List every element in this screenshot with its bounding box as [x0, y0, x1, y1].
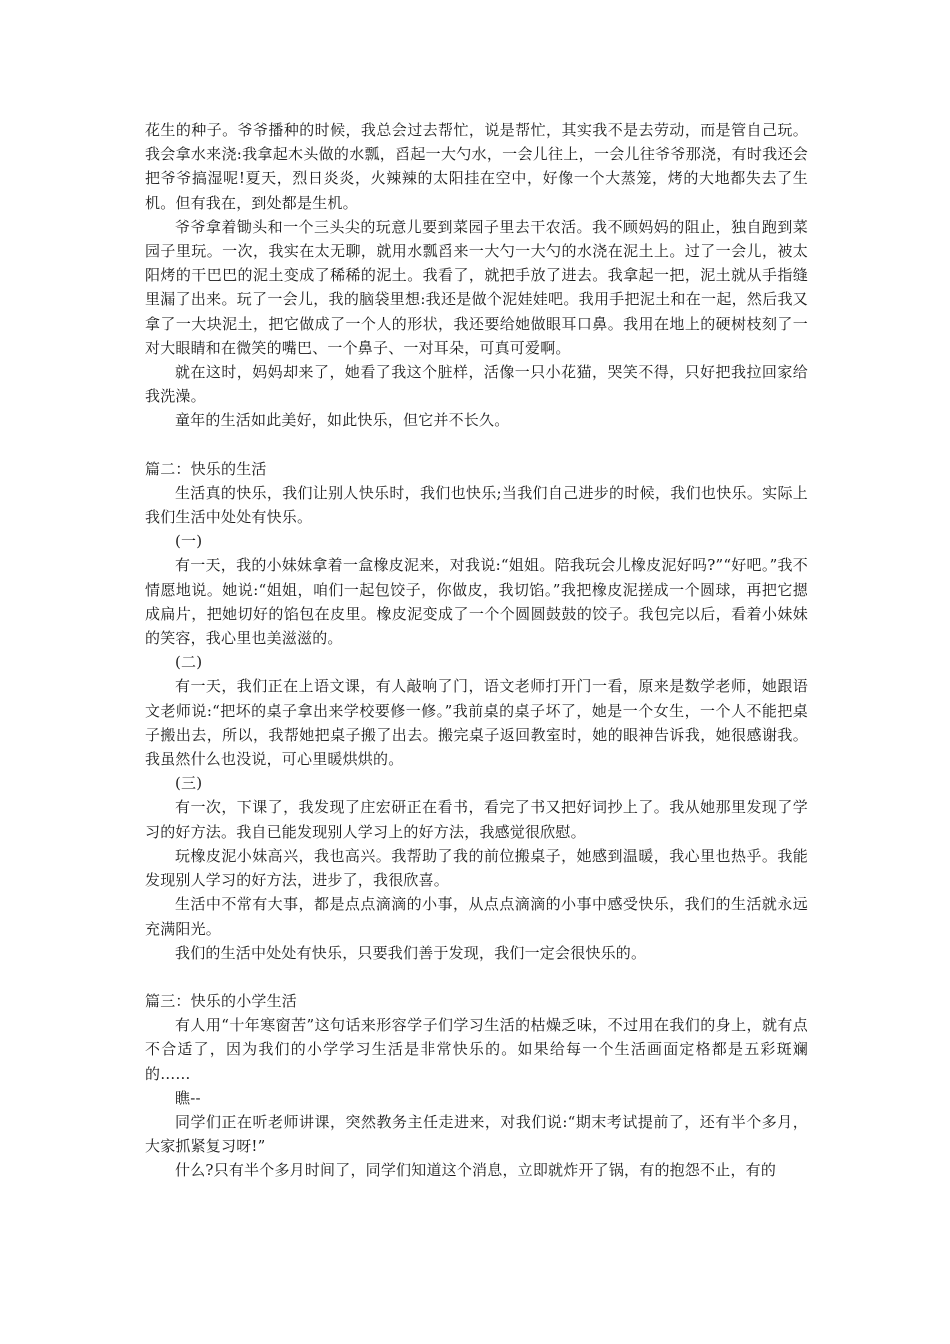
paragraph: 童年的生活如此美好，如此快乐，但它并不长久。 — [175, 411, 510, 430]
paragraph: 花生的种子。爷爷播种的时候，我总会过去帮忙，说是帮忙，其实我不是去劳动，而是管自己玩。我会拿水来浇:我拿起木头做的水瓢，舀起一大勺水，一会儿往上，一会儿往爷爷那浇，有时我还会把爷爷搞湿呢!夏天，烈日炎炎，火辣辣的太阳挂在空中，好像一个大蒸笼，烤的大地都失去了生机。但有我在，到处都是生机。 — [145, 121, 808, 212]
section-spacer — [145, 433, 808, 457]
subsection-marker: (一) — [175, 532, 203, 551]
paragraph: 同学们正在听老师讲课，突然教务主任走进来，对我们说:“期末考试提前了，还有半个多月，大家抓紧复习呀!” — [145, 1112, 808, 1156]
paragraph: 有一天，我的小妹妹拿着一盒橡皮泥来，对我说:“姐姐。陪我玩会儿橡皮泥好吗?”“好吧。”我不情愿地说。她说:“姐姐，咱们一起包饺子，你做皮，我切馅。”我把橡皮泥搓成一个圆球，再把它摁成扁片，把她切好的馅包在皮里。橡皮泥变成了一个个圆圆鼓鼓的饺子。我包完以后，看着小妹妹的笑容，我心里也美滋滋的。 — [145, 556, 808, 648]
subsection-marker: (三) — [175, 774, 203, 793]
paragraph: 什么?只有半个多月时间了，同学们知道这个消息，立即就炸开了锅，有的抱怨不止，有的 — [175, 1161, 777, 1180]
paragraph: 生活中不常有大事，都是点点滴滴的小事，从点点滴滴的小事中感受快乐，我们的生活就永远充满阳光。 — [145, 895, 808, 938]
subsection-marker: (二) — [175, 653, 203, 672]
paragraph: 我们的生活中处处有快乐，只要我们善于发现，我们一定会很快乐的。 — [175, 943, 647, 962]
document-body — [145, 118, 808, 1183]
section-title: 篇二：快乐的生活 — [145, 459, 267, 478]
paragraph: 有一次，下课了，我发现了庄宏研正在看书，看完了书又把好词抄上了。我从她那里发现了学习的好方法。我自已能发现别人学习上的好方法，我感觉很欣慰。 — [145, 798, 808, 841]
paragraph: 爷爷拿着锄头和一个三头尖的玩意儿要到菜园子里去干农活。我不顾妈妈的阻止，独自跑到菜园子里玩。一次，我实在太无聊，就用水瓢舀来一大勺一大勺的水浇在泥土上。过了一会儿，被太阳烤的干巴巴的泥土变成了稀稀的泥土。我看了，就把手放了进去。我拿起一把，泥土就从手指缝里漏了出来。玩了一会儿，我的脑袋里想:我还是做个泥娃娃吧。我用手把泥土和在一起，然后我又拿了一大块泥土，把它做成了一个人的形状，我还要给她做眼耳口鼻。我用在地上的硬树枝刻了一对大眼睛和在微笑的嘴巴、一个鼻子、一对耳朵，可真可爱啊。 — [145, 217, 808, 357]
paragraph: 瞧-- — [175, 1088, 201, 1107]
paragraph: 有人用“十年寒窗苦”这句话来形容学子们学习生活的枯燥乏味，不过用在我们的身上，就有点不合适了，因为我们的小学学习生活是非常快乐的。如果给每一个生活画面定格都是五彩斑斓的…… — [145, 1016, 808, 1083]
paragraph: 有一天，我们正在上语文课，有人敲响了门，语文老师打开门一看，原来是数学老师，她跟语文老师说:“把坏的桌子拿出来学校要修一修。”我前桌的桌子坏了，她是一个女生，一个人不能把桌子搬出去，所以，我帮她把桌子搬了出去。搬完桌子返回教室时，她的眼神告诉我，她很感谢我。我虽然什么也没说，可心里暖烘烘的。 — [145, 677, 808, 769]
paragraph: 就在这时，妈妈却来了，她看了我这个脏样，活像一只小花猫，哭笑不得，只好把我拉回家给我洗澡。 — [145, 363, 808, 406]
paragraph: 玩橡皮泥小妹高兴，我也高兴。我帮助了我的前位搬桌子，她感到温暖，我心里也热乎。我能发现别人学习的好方法，进步了，我很欣喜。 — [145, 846, 808, 890]
paragraph: 生活真的快乐，我们让别人快乐时，我们也快乐;当我们自己进步的时候，我们也快乐。实际上我们生活中处处有快乐。 — [145, 483, 808, 527]
section-spacer — [145, 965, 808, 989]
section-title: 篇三：快乐的小学生活 — [145, 991, 298, 1010]
